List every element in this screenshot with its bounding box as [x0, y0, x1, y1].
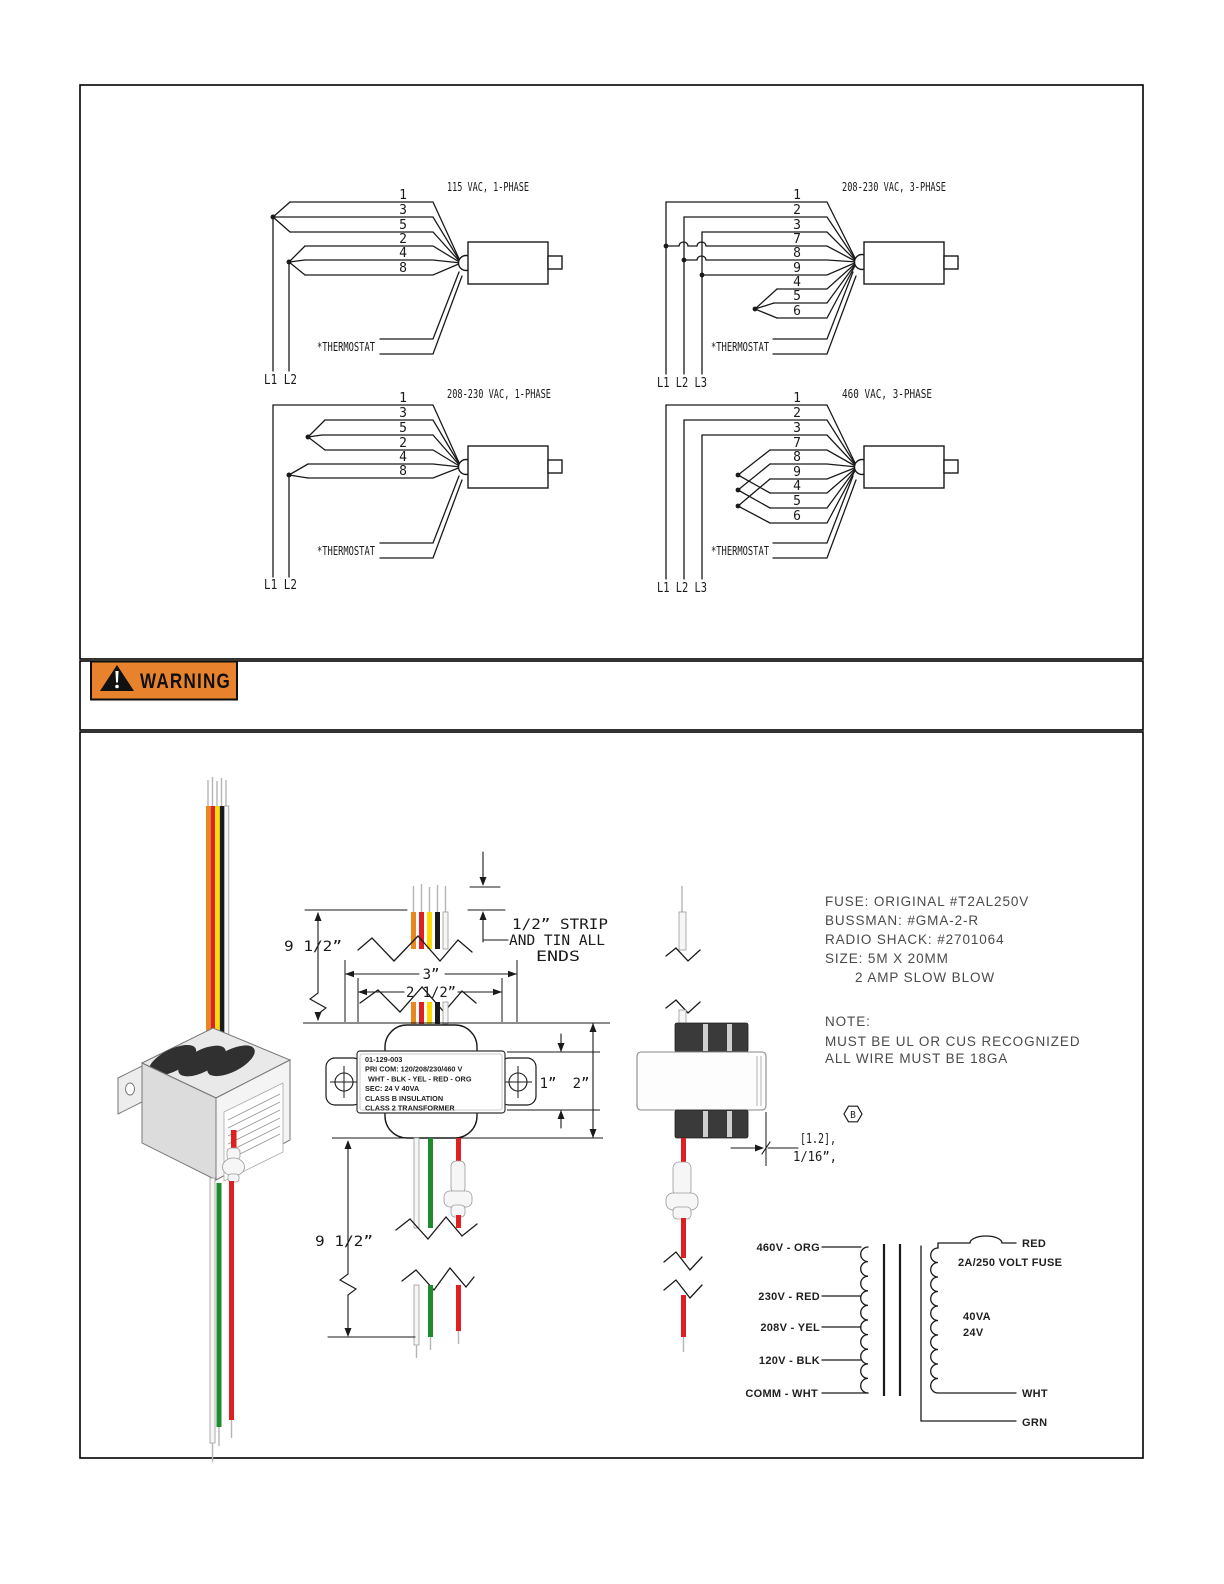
label-line: WHT - BLK - YEL - RED - ORG — [368, 1074, 472, 1084]
fuse-line: 2 AMP SLOW BLOW — [855, 970, 996, 985]
motor-symbol — [459, 446, 563, 488]
transformer-isometric-view — [118, 777, 290, 1462]
thermostat — [317, 272, 462, 354]
motor-symbol — [855, 446, 959, 488]
wire-label: 9 — [793, 261, 801, 276]
line-terminals-label: L1 L2 — [264, 373, 297, 388]
diagram-title: 208-230 VAC, 1-PHASE — [447, 386, 551, 401]
wire-label: 5 — [793, 494, 801, 509]
wire-label: 4 — [399, 450, 407, 465]
fuse-line: FUSE: ORIGINAL #T2AL250V — [825, 894, 1030, 909]
fuse-spec-text — [825, 894, 1029, 985]
motor-symbol — [459, 242, 563, 284]
wire-label: 8 — [399, 261, 407, 276]
wire-label: 7 — [793, 232, 801, 247]
wire-label: 3 — [399, 406, 407, 421]
fuse-line: RADIO SHACK: #2701064 — [825, 932, 1005, 947]
wire-labels — [399, 188, 407, 276]
wire-label: 5 — [399, 421, 407, 436]
wire-label: 1 — [399, 188, 407, 203]
wire-label: 2 — [399, 436, 407, 451]
fuse-holder-side — [666, 1162, 698, 1219]
transformer-body-3d — [118, 1015, 290, 1181]
wire-labels — [793, 188, 801, 319]
wire-labels — [399, 391, 407, 479]
strip-dimension — [305, 852, 608, 965]
wiring-diagrams-frame — [80, 85, 1143, 659]
rating-va-label: 40VA — [963, 1311, 991, 1323]
ground-grn-label: GRN — [1022, 1417, 1048, 1429]
primary-tap-label: 230V - RED — [758, 1291, 820, 1303]
dim-strip-line3: ENDS — [536, 949, 580, 965]
top-length-dimension — [284, 912, 342, 1021]
wire-label: 6 — [793, 509, 801, 524]
dim-1in: 1” — [539, 1076, 557, 1092]
winding-schematic — [745, 1236, 1062, 1429]
wire-label: 8 — [399, 464, 407, 479]
line-terminals-label: L1 L2 — [264, 578, 297, 593]
note-line: NOTE: — [825, 1014, 871, 1029]
wire-label: 3 — [399, 203, 407, 218]
diagram-208-230vac-1phase — [264, 386, 562, 593]
fuse-line: BUSSMAN: #GMA-2-R — [825, 913, 980, 928]
warning-frame — [80, 661, 1143, 730]
wire-label: 4 — [793, 479, 801, 494]
fuse-line: SIZE: 5M X 20MM — [825, 951, 949, 966]
wire-label: 3 — [793, 218, 801, 233]
wire-label: 5 — [399, 218, 407, 233]
side-body — [637, 1023, 766, 1138]
wire-label: 5 — [793, 289, 801, 304]
dim-9-half-top: 9 1/2” — [284, 939, 342, 955]
wire-label: 7 — [793, 436, 801, 451]
note-text — [825, 1014, 1080, 1066]
dim-9-half-bottom: 9 1/2” — [315, 1234, 373, 1250]
wire-label: 1 — [793, 391, 801, 406]
wire-label: 9 — [793, 465, 801, 480]
thermostat — [711, 476, 856, 558]
diagram-208-230vac-3phase — [657, 179, 958, 391]
label-line: CLASS B INSULATION — [365, 1093, 444, 1103]
datum-b-symbol — [844, 1106, 862, 1122]
dim-2half-in: 2 1/2” — [406, 985, 456, 1001]
schematic-labels — [745, 1238, 1062, 1429]
line-terminals-label: L1 L2 L3 — [657, 376, 707, 391]
primary-coil — [822, 1247, 868, 1393]
wire-label: 3 — [793, 421, 801, 436]
dim-gap-in: 1/16”, — [793, 1150, 837, 1165]
label-line: 01-129-003 — [365, 1055, 403, 1064]
secondary-red-label: RED — [1022, 1238, 1047, 1250]
dim-3in: 3” — [422, 967, 440, 983]
datum-letter: B — [850, 1110, 856, 1121]
fuse-holder-front — [444, 1161, 472, 1217]
wire-label: 2 — [399, 232, 407, 247]
wire-labels — [793, 391, 801, 524]
line-terminals-label: L1 L2 L3 — [657, 581, 707, 596]
wire-label: 2 — [793, 406, 801, 421]
wire-label: 2 — [793, 203, 801, 218]
thermostat — [317, 476, 462, 558]
wire-label: 1 — [793, 188, 801, 203]
spec-label-box — [357, 1051, 505, 1113]
core-lines — [884, 1244, 900, 1396]
diagram-460vac-3phase — [657, 386, 958, 596]
diagram-115vac-1phase — [264, 179, 562, 388]
bottom-length-dimension — [315, 1140, 415, 1337]
secondary-wht-label: WHT — [1022, 1388, 1048, 1400]
primary-tap-label: 208V - YEL — [760, 1322, 820, 1334]
wire-label: 1 — [399, 391, 407, 406]
wire-label: 8 — [793, 246, 801, 261]
diagram-title: 208-230 VAC, 3-PHASE — [842, 179, 946, 194]
thermostat-label: *THERMOSTAT — [317, 340, 375, 354]
label-line: SEC: 24 V 40VA — [365, 1084, 420, 1094]
wire-label: 6 — [793, 304, 801, 319]
thermostat-label: *THERMOSTAT — [317, 544, 375, 558]
primary-wire-bundle — [206, 777, 229, 1070]
height-dimensions — [540, 1023, 597, 1138]
warning-label: WARNING — [140, 670, 231, 693]
top-wire-bundle — [358, 884, 476, 1024]
transformer-front-view — [284, 852, 610, 1358]
diagram-title: 460 VAC, 3-PHASE — [842, 386, 932, 401]
primary-tap-label: 120V - BLK — [758, 1355, 820, 1367]
bottom-wires-front — [396, 1138, 477, 1358]
label-line: CLASS 2 TRANSFORMER — [365, 1103, 455, 1113]
dim-strip-line2: AND TIN ALL — [509, 933, 606, 949]
primary-tap-label: COMM - WHT — [745, 1388, 818, 1400]
rating-v-label: 24V — [963, 1327, 984, 1339]
dim-strip-line1: 1/2” STRIP — [512, 917, 609, 933]
warning-banner — [91, 662, 237, 700]
thermostat-label: *THERMOSTAT — [711, 544, 769, 558]
thermostat — [711, 272, 856, 354]
dim-gap-mm: [1.2], — [800, 1132, 836, 1147]
motor-symbol — [855, 242, 959, 284]
note-line: MUST BE UL OR CUS RECOGNIZED — [825, 1034, 1081, 1049]
thermostat-label: *THERMOSTAT — [711, 340, 769, 354]
note-line: ALL WIRE MUST BE 18GA — [825, 1051, 1009, 1066]
primary-tap-label: 460V - ORG — [756, 1242, 820, 1254]
wire-label: 8 — [793, 450, 801, 465]
diagram-title: 115 VAC, 1-PHASE — [447, 179, 529, 194]
wire-label: 4 — [399, 246, 407, 261]
dim-2in: 2” — [572, 1076, 590, 1092]
section-frames — [80, 85, 1143, 1458]
label-line: PRI COM: 120/208/230/460 V — [365, 1064, 463, 1074]
wire-label: 4 — [793, 275, 801, 290]
fuse-label: 2A/250 VOLT FUSE — [958, 1257, 1063, 1269]
front-body — [303, 1023, 610, 1138]
